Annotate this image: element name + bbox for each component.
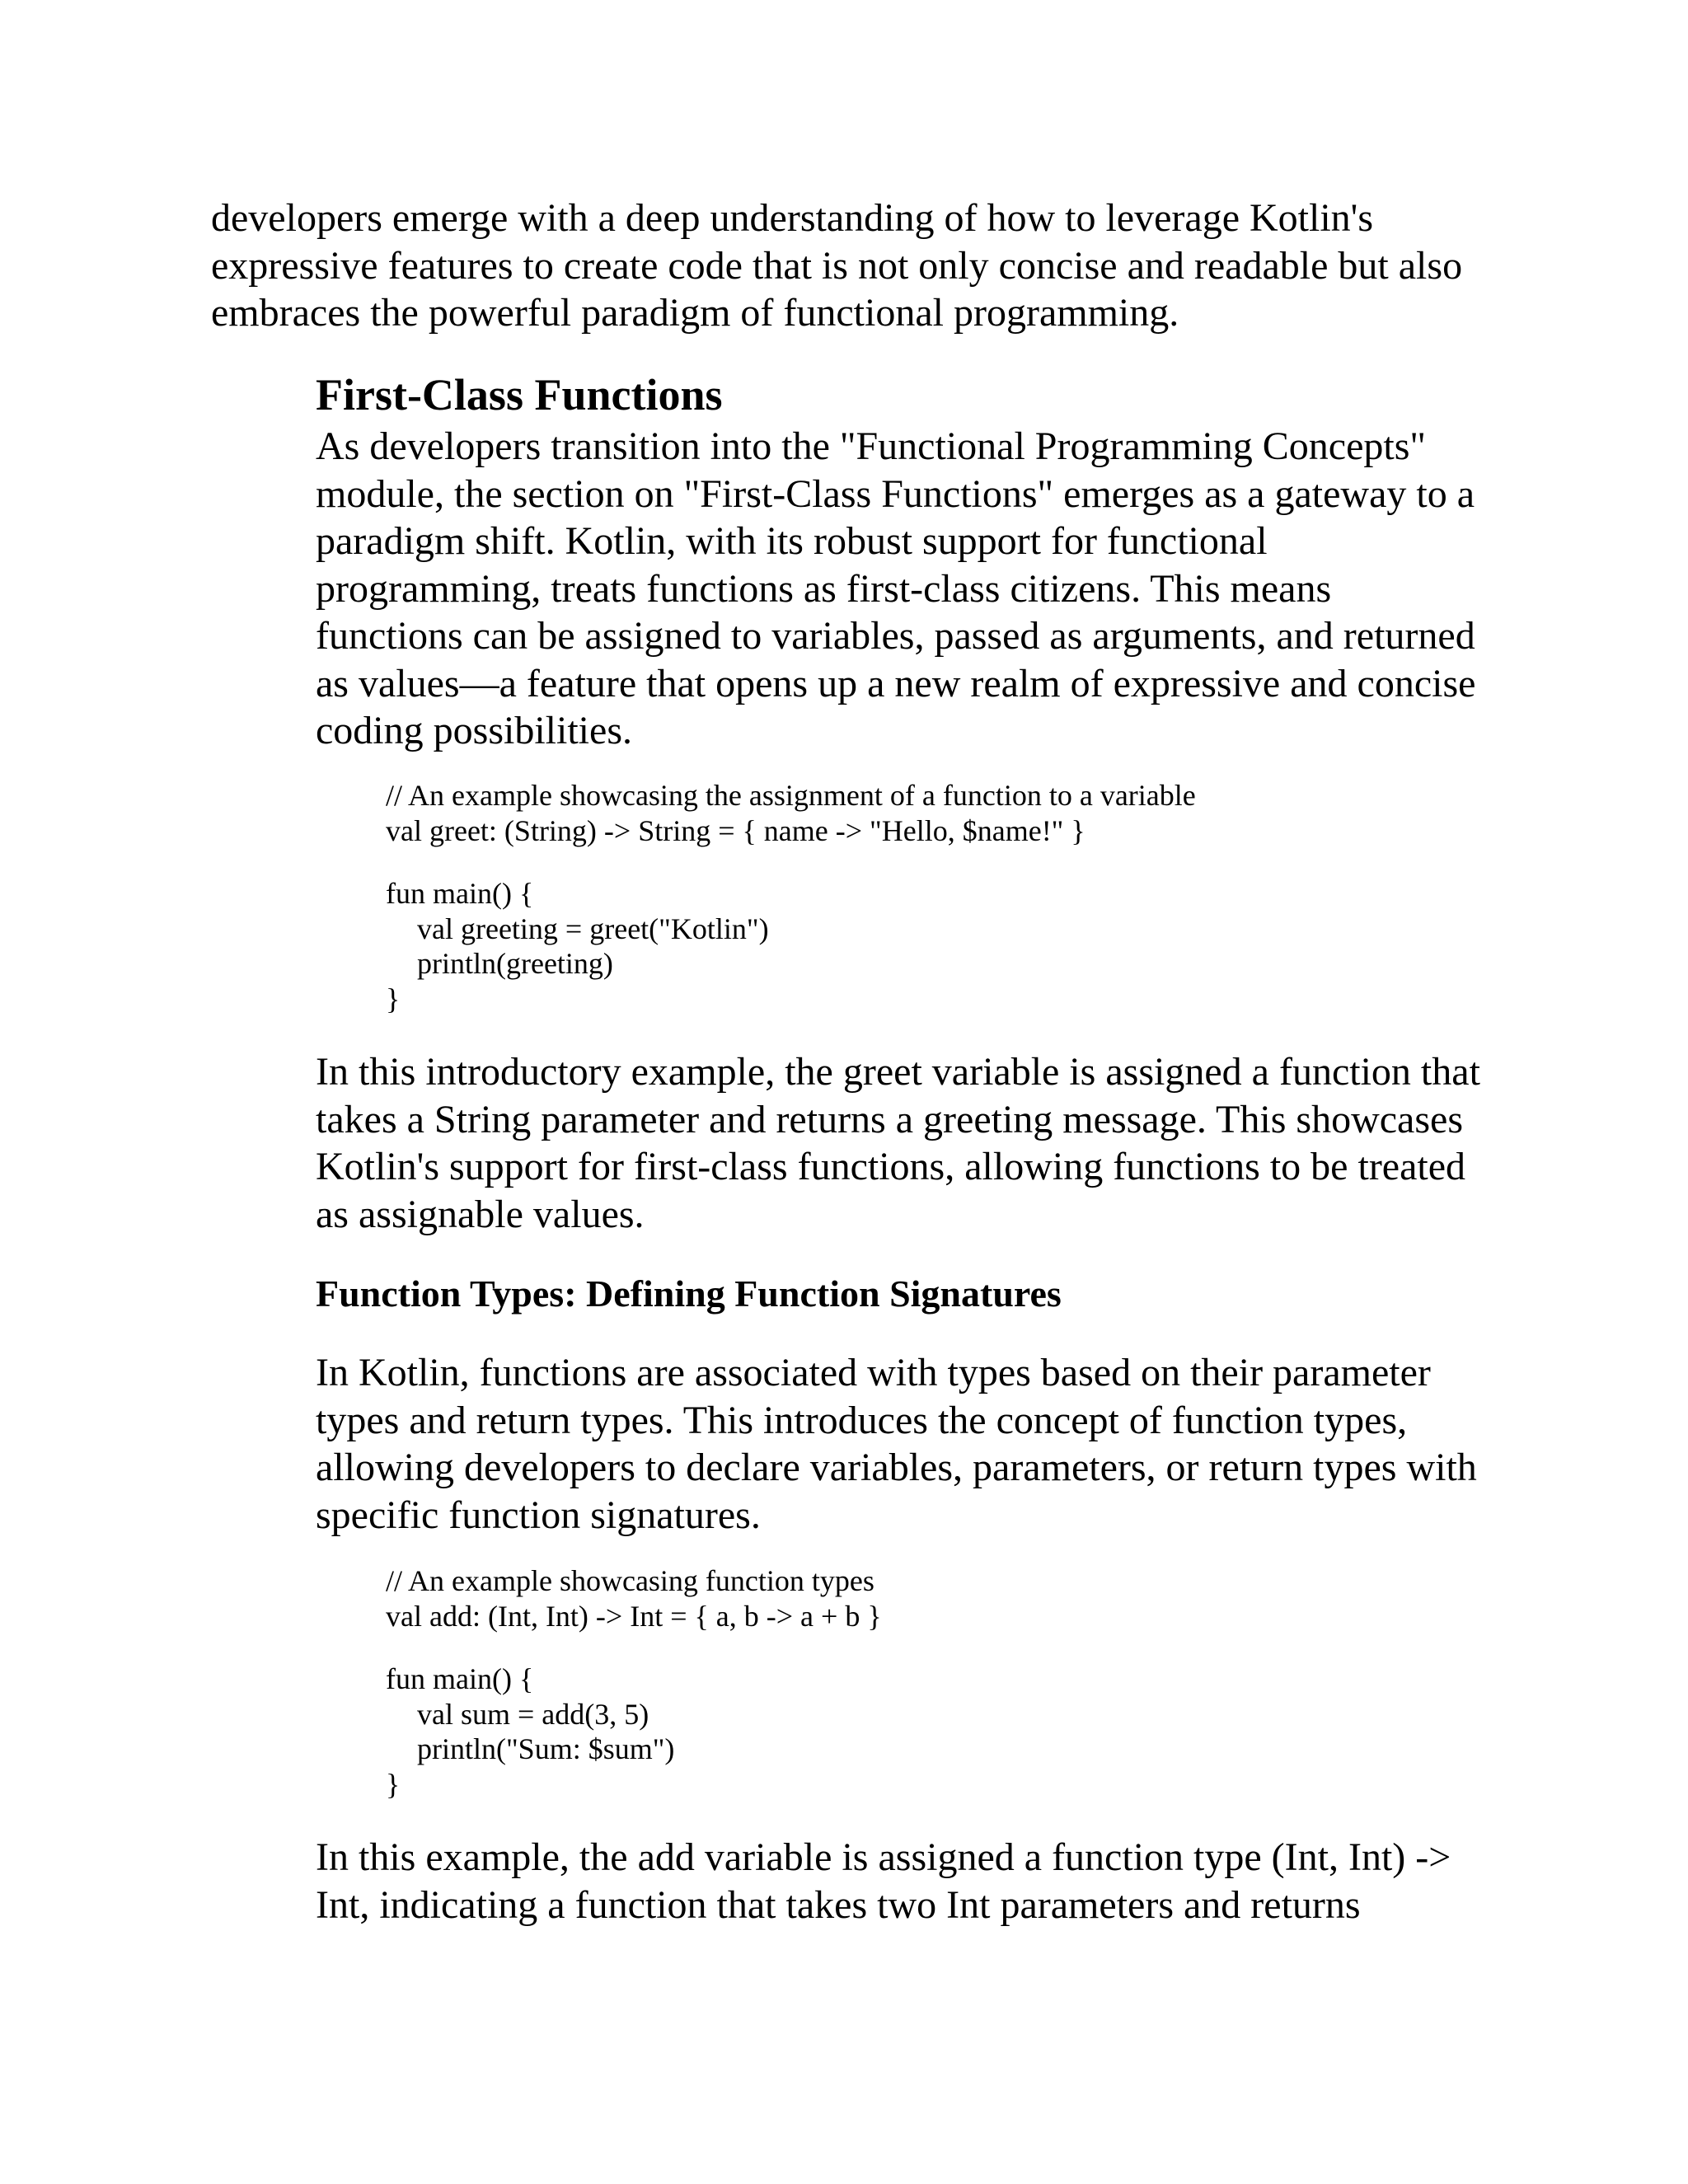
code-main-close: } <box>386 982 401 1015</box>
code-main-open: fun main() { <box>386 1662 534 1695</box>
heading-function-types: Function Types: Defining Function Signatures <box>316 1272 1062 1315</box>
code-block-first-class <box>386 778 1457 1016</box>
intro-paragraph: developers emerge with a deep understanding of how to leverage Kotlin's expressive features to create code that is not only concise and readable but also embraces the powerful paradigm of functional programming. <box>211 196 1463 335</box>
code-body-line: println("Sum: $sum") <box>417 1732 675 1765</box>
code-declaration: val add: (Int, Int) -> Int = { a, b -> a + b } <box>386 1599 882 1633</box>
code-blank-line <box>386 848 1457 876</box>
code-block-function-types <box>386 1563 1457 1802</box>
code-comment: // An example showcasing the assignment of a function to a variable <box>386 779 1196 812</box>
function-types-explanation-paragraph: In this example, the add variable is assigned a function type (Int, Int) -> Int, indicating a function that takes two Int parameters and returns <box>316 1835 1451 1927</box>
code-body-line: println(greeting) <box>417 947 613 980</box>
first-class-functions-paragraph: As developers transition into the "Functional Programming Concepts" module, the section on "First-Class Functions" emerges as a gateway to a paradigm shift. Kotlin, with its robust support for functional programming, treats functions as first-class citizens. This means functions can be assigned to variables, passed as arguments, and returned as values—a feature that opens up a new realm of expressive and concise coding possibilities. <box>316 424 1476 752</box>
first-class-explanation-paragraph: In this introductory example, the greet variable is assigned a function that takes a String parameter and returns a greeting message. This showcases Kotlin's support for first-class functions, allowing functions to be treated as assignable values. <box>316 1050 1480 1236</box>
code-body-line: val greeting = greet("Kotlin") <box>417 912 769 945</box>
code-declaration: val greet: (String) -> String = { name -> "Hello, $name!" } <box>386 813 1085 847</box>
code-body-line: val sum = add(3, 5) <box>417 1697 649 1731</box>
code-main-close: } <box>386 1767 401 1801</box>
code-main-open: fun main() { <box>386 877 534 910</box>
code-comment: // An example showcasing function types <box>386 1564 874 1597</box>
function-types-paragraph: In Kotlin, functions are associated with types based on their parameter types and return types. This introduces the concept of function types, allowing developers to declare variables, parameters, or return types with specific function signatures. <box>316 1351 1477 1537</box>
heading-first-class-functions: First-Class Functions <box>316 370 723 419</box>
code-blank-line <box>386 1633 1457 1661</box>
